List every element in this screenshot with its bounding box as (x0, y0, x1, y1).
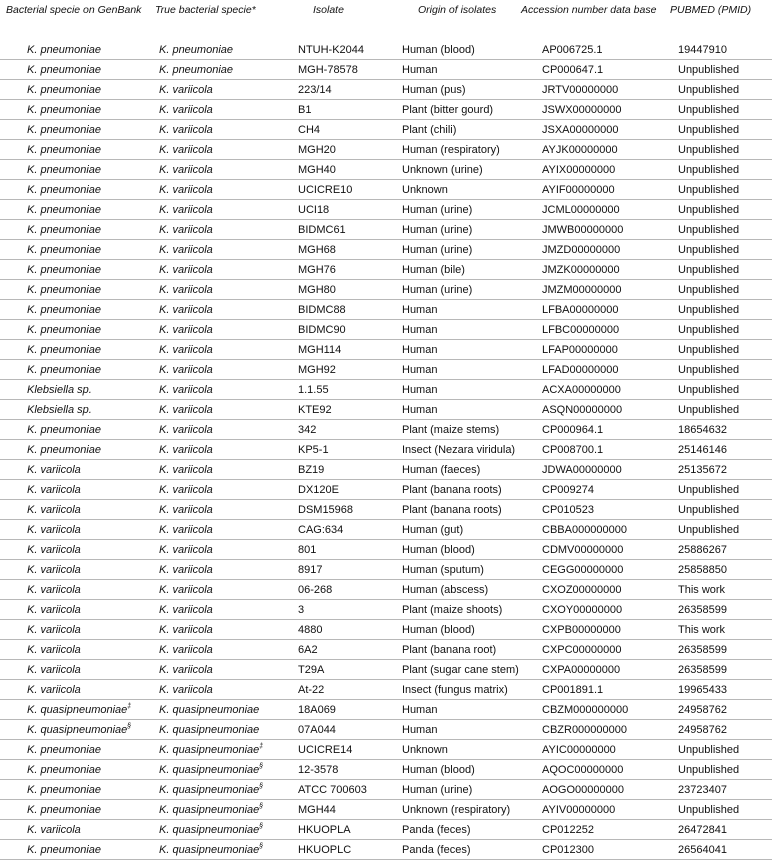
genbank-species-cell: K. pneumoniae (27, 244, 101, 256)
pubmed-cell: Unpublished (678, 64, 740, 76)
genbank-species-cell: K. pneumoniae (27, 144, 101, 156)
accession-cell: LFBA00000000 (542, 304, 619, 316)
origin-cell: Human (urine) (402, 224, 473, 236)
header-accession: Accession number data base (521, 4, 657, 16)
true-species-cell: K. variicola (159, 424, 213, 436)
pubmed-cell: 24958762 (678, 704, 727, 716)
isolate-cell: DSM15968 (298, 504, 354, 516)
origin-cell: Human (402, 64, 438, 76)
true-species-cell: K. variicola (159, 524, 213, 536)
isolate-cell: 07A044 (298, 724, 336, 736)
true-species-cell: K. variicola (159, 444, 213, 456)
table-row (0, 600, 772, 620)
table-row (0, 240, 772, 260)
genbank-species-cell: K. pneumoniae (27, 164, 101, 176)
origin-cell: Insect (Nezara viridula) (402, 444, 516, 456)
genbank-species-cell: K. pneumoniae (27, 64, 101, 76)
true-species-cell: K. variicola (159, 504, 213, 516)
true-species-cell: K. variicola (159, 224, 213, 236)
table-row (0, 680, 772, 700)
genbank-species-cell: K. pneumoniae (27, 344, 101, 356)
pubmed-cell: Unpublished (678, 504, 740, 516)
genbank-species-cell: K. pneumoniae (27, 444, 101, 456)
origin-cell: Human (bile) (402, 264, 465, 276)
origin-cell: Plant (bitter gourd) (402, 104, 494, 116)
genbank-species-cell: K. pneumoniae (27, 364, 101, 376)
genbank-species-cell: K. pneumoniae (27, 304, 101, 316)
true-species-cell: K. variicola (159, 184, 213, 196)
accession-cell: AYIX00000000 (542, 164, 616, 176)
true-species-cell: K. variicola (159, 124, 213, 136)
table-row (0, 200, 772, 220)
genbank-species-cell: K. pneumoniae (27, 844, 101, 856)
true-species-cell: K. variicola (159, 464, 213, 476)
accession-cell: JRTV00000000 (542, 84, 619, 96)
genbank-species-cell: K. pneumoniae (27, 744, 101, 756)
genbank-species-cell: K. variicola (27, 584, 81, 596)
genbank-species-cell: K. pneumoniae (27, 124, 101, 136)
pubmed-cell: Unpublished (678, 184, 740, 196)
origin-cell: Human (blood) (402, 764, 475, 776)
pubmed-cell: Unpublished (678, 84, 740, 96)
pubmed-cell: Unpublished (678, 264, 740, 276)
true-species-cell: K. variicola (159, 264, 213, 276)
isolate-cell: 223/14 (298, 84, 332, 96)
isolate-cell: MGH44 (298, 804, 336, 816)
pubmed-cell: Unpublished (678, 364, 740, 376)
true-species-cell: K. variicola (159, 384, 213, 396)
genbank-species-cell: K. pneumoniae (27, 204, 101, 216)
isolate-cell: UCICRE14 (298, 744, 353, 756)
accession-cell: JMWB00000000 (542, 224, 624, 236)
genbank-species-cell: K. variicola (27, 684, 81, 696)
isolate-cell: KTE92 (298, 404, 332, 416)
pubmed-cell: Unpublished (678, 744, 740, 756)
pubmed-cell: 18654632 (678, 424, 727, 436)
table-row (0, 260, 772, 280)
accession-cell: AYIC00000000 (542, 744, 616, 756)
accession-cell: LFAD00000000 (542, 364, 619, 376)
true-species-cell: K. variicola (159, 404, 213, 416)
isolate-cell: BZ19 (298, 464, 325, 476)
table-row (0, 40, 772, 60)
origin-cell: Panda (feces) (402, 824, 471, 836)
accession-cell: CXPA00000000 (542, 664, 621, 676)
pubmed-cell: 25146146 (678, 444, 727, 456)
isolate-cell: 3 (298, 604, 305, 616)
origin-cell: Human (urine) (402, 244, 473, 256)
true-species-cell: K. variicola (159, 684, 213, 696)
pubmed-cell: Unpublished (678, 804, 740, 816)
true-species-cell: K. variicola (159, 204, 213, 216)
origin-cell: Human (gut) (402, 524, 464, 536)
origin-cell: Plant (chili) (402, 124, 457, 136)
origin-cell: Human (urine) (402, 204, 473, 216)
genbank-species-cell: K. pneumoniae (27, 84, 101, 96)
table-row (0, 500, 772, 520)
table-row (0, 640, 772, 660)
accession-cell: JMZM00000000 (542, 284, 622, 296)
true-species-cell: K. variicola (159, 544, 213, 556)
pubmed-cell: Unpublished (678, 344, 740, 356)
isolate-cell: 801 (298, 544, 317, 556)
table-row (0, 280, 772, 300)
isolate-cell: B1 (298, 104, 312, 116)
accession-cell: CP000647.1 (542, 64, 604, 76)
table-row (0, 720, 772, 740)
origin-cell: Human (urine) (402, 784, 473, 796)
origin-cell: Human (sputum) (402, 564, 484, 576)
table-row (0, 340, 772, 360)
genbank-species-cell: K. variicola (27, 564, 81, 576)
accession-cell: JCML00000000 (542, 204, 620, 216)
table-row (0, 780, 772, 800)
table-row (0, 300, 772, 320)
isolate-cell: BIDMC61 (298, 224, 346, 236)
true-species-cell: K. variicola (159, 144, 213, 156)
pubmed-cell: 25135672 (678, 464, 727, 476)
true-species-cell: K. quasipneumoniae§ (159, 803, 264, 816)
table-row (0, 560, 772, 580)
accession-cell: CP000964.1 (542, 424, 604, 436)
true-species-cell: K. variicola (159, 344, 213, 356)
pubmed-cell: 26564041 (678, 844, 727, 856)
genbank-species-cell: K. variicola (27, 544, 81, 556)
isolate-cell: MGH20 (298, 144, 336, 156)
true-species-cell: K. variicola (159, 644, 213, 656)
origin-cell: Human (abscess) (402, 584, 489, 596)
table-row (0, 580, 772, 600)
accession-cell: CEGG00000000 (542, 564, 624, 576)
pubmed-cell: 19965433 (678, 684, 727, 696)
true-species-cell: K. quasipneumoniae (159, 724, 260, 736)
table-row (0, 540, 772, 560)
origin-cell: Insect (fungus matrix) (402, 684, 508, 696)
origin-cell: Human (pus) (402, 84, 466, 96)
genbank-species-cell: K. variicola (27, 504, 81, 516)
origin-cell: Plant (banana roots) (402, 504, 502, 516)
origin-cell: Plant (sugar cane stem) (402, 664, 519, 676)
origin-cell: Plant (maize shoots) (402, 604, 503, 616)
table-row (0, 800, 772, 820)
table-row (0, 760, 772, 780)
origin-cell: Unknown (urine) (402, 164, 483, 176)
accession-cell: JMZD00000000 (542, 244, 621, 256)
isolate-cell: MGH92 (298, 364, 336, 376)
true-species-cell: K. variicola (159, 484, 213, 496)
genbank-species-cell: K. pneumoniae (27, 104, 101, 116)
isolate-cell: 06-268 (298, 584, 333, 596)
isolate-cell: 4880 (298, 624, 323, 636)
origin-cell: Unknown (402, 744, 448, 756)
true-species-cell: K. pneumoniae (159, 44, 233, 56)
accession-cell: CP012252 (542, 824, 594, 836)
table-row (0, 700, 772, 720)
pubmed-cell: 25886267 (678, 544, 727, 556)
genbank-species-cell: K. variicola (27, 524, 81, 536)
isolate-cell: KP5-1 (298, 444, 329, 456)
header-isolate: Isolate (313, 4, 344, 16)
isolate-cell: UCI18 (298, 204, 330, 216)
pubmed-cell: Unpublished (678, 144, 740, 156)
pubmed-cell: 26358599 (678, 644, 727, 656)
origin-cell: Human (blood) (402, 624, 475, 636)
pubmed-cell: Unpublished (678, 384, 740, 396)
isolate-cell: MGH114 (298, 344, 342, 356)
pubmed-cell: 26358599 (678, 604, 727, 616)
pubmed-cell: Unpublished (678, 524, 740, 536)
header-genbank-species: Bacterial specie on GenBank (6, 4, 142, 16)
accession-cell: JDWA00000000 (542, 464, 622, 476)
accession-cell: CP009274 (542, 484, 594, 496)
pubmed-cell: This work (678, 584, 726, 596)
table-row (0, 480, 772, 500)
accession-cell: ACXA00000000 (542, 384, 621, 396)
true-species-cell: K. variicola (159, 584, 213, 596)
pubmed-cell: 23723407 (678, 784, 727, 796)
origin-cell: Human (402, 724, 438, 736)
pubmed-cell: Unpublished (678, 324, 740, 336)
origin-cell: Human (402, 364, 438, 376)
header-true-species: True bacterial specie* (155, 4, 256, 16)
genbank-species-cell: K. pneumoniae (27, 224, 101, 236)
table-row (0, 140, 772, 160)
origin-cell: Panda (feces) (402, 844, 471, 856)
true-species-cell: K. variicola (159, 664, 213, 676)
accession-cell: JSWX00000000 (542, 104, 622, 116)
isolate-cell: MGH80 (298, 284, 336, 296)
accession-cell: JMZK00000000 (542, 264, 620, 276)
genbank-species-cell: K. variicola (27, 624, 81, 636)
true-species-cell: K. quasipneumoniae§ (159, 843, 264, 856)
genbank-species-cell: K. pneumoniae (27, 764, 101, 776)
isolate-cell: NTUH-K2044 (298, 44, 365, 56)
isolate-cell: BIDMC88 (298, 304, 346, 316)
pubmed-cell: Unpublished (678, 284, 740, 296)
accession-cell: CXPC00000000 (542, 644, 622, 656)
accession-cell: CBZM000000000 (542, 704, 629, 716)
origin-cell: Human (402, 304, 438, 316)
table-row (0, 420, 772, 440)
true-species-cell: K. variicola (159, 104, 213, 116)
table-row (0, 440, 772, 460)
accession-cell: CXOZ00000000 (542, 584, 622, 596)
origin-cell: Human (402, 704, 438, 716)
isolate-cell: 12-3578 (298, 764, 339, 776)
accession-cell: AOGO00000000 (542, 784, 624, 796)
origin-cell: Unknown (respiratory) (402, 804, 511, 816)
pubmed-cell: Unpublished (678, 764, 740, 776)
pubmed-cell: Unpublished (678, 104, 740, 116)
table-row (0, 360, 772, 380)
origin-cell: Unknown (402, 184, 448, 196)
accession-cell: JSXA00000000 (542, 124, 619, 136)
accession-cell: CP001891.1 (542, 684, 604, 696)
genbank-species-cell: K. variicola (27, 484, 81, 496)
origin-cell: Human (402, 404, 438, 416)
pubmed-cell: Unpublished (678, 244, 740, 256)
table-row (0, 80, 772, 100)
origin-cell: Human (respiratory) (402, 144, 500, 156)
isolate-cell: HKUOPLA (298, 824, 351, 836)
table-row (0, 520, 772, 540)
isolate-cell: CH4 (298, 124, 321, 136)
genbank-species-cell: K. variicola (27, 464, 81, 476)
origin-cell: Human (urine) (402, 284, 473, 296)
table-row (0, 660, 772, 680)
genbank-species-cell: K. pneumoniae (27, 184, 101, 196)
genbank-species-cell: K. pneumoniae (27, 804, 101, 816)
genbank-species-cell: Klebsiella sp. (27, 384, 92, 396)
origin-cell: Human (402, 384, 438, 396)
genbank-species-cell: K. pneumoniae (27, 784, 101, 796)
table-row (0, 120, 772, 140)
genbank-species-cell: K. pneumoniae (27, 284, 101, 296)
accession-cell: LFBC00000000 (542, 324, 620, 336)
accession-cell: LFAP00000000 (542, 344, 618, 356)
isolate-cell: 6A2 (298, 644, 318, 656)
true-species-cell: K. variicola (159, 604, 213, 616)
isolate-cell: HKUOPLC (298, 844, 352, 856)
accession-cell: AYIF00000000 (542, 184, 615, 196)
table-row (0, 840, 772, 860)
table-row (0, 620, 772, 640)
origin-cell: Human (blood) (402, 544, 475, 556)
isolate-cell: At-22 (298, 684, 325, 696)
accession-cell: CXOY00000000 (542, 604, 623, 616)
isolate-cell: 1.1.55 (298, 384, 329, 396)
pubmed-cell: Unpublished (678, 304, 740, 316)
pubmed-cell: This work (678, 624, 726, 636)
table-row (0, 380, 772, 400)
table-row (0, 220, 772, 240)
table-row (0, 320, 772, 340)
table-row (0, 460, 772, 480)
origin-cell: Plant (maize stems) (402, 424, 500, 436)
accession-cell: CXPB00000000 (542, 624, 621, 636)
header-origin: Origin of isolates (418, 4, 497, 16)
isolate-cell: UCICRE10 (298, 184, 353, 196)
accession-cell: ASQN00000000 (542, 404, 623, 416)
true-species-cell: K. variicola (159, 244, 213, 256)
header-pubmed: PUBMED (PMID) (670, 4, 752, 16)
genbank-species-cell: K. quasipneumoniae§ (27, 723, 132, 736)
pubmed-cell: Unpublished (678, 124, 740, 136)
accession-cell: AQOC00000000 (542, 764, 624, 776)
isolate-cell: 8917 (298, 564, 323, 576)
accession-cell: AP006725.1 (542, 44, 603, 56)
origin-cell: Human (402, 324, 438, 336)
origin-cell: Human (402, 344, 438, 356)
genbank-species-cell: K. quasipneumoniae‡ (27, 703, 132, 716)
table-row (0, 60, 772, 80)
origin-cell: Human (blood) (402, 44, 475, 56)
true-species-cell: K. quasipneumoniae‡ (159, 743, 264, 756)
true-species-cell: K. quasipneumoniae§ (159, 823, 264, 836)
pubmed-cell: 24958762 (678, 724, 727, 736)
genbank-species-cell: K. variicola (27, 604, 81, 616)
pubmed-cell: Unpublished (678, 484, 740, 496)
pubmed-cell: Unpublished (678, 204, 740, 216)
accession-cell: AYJK00000000 (542, 144, 618, 156)
table-row (0, 740, 772, 760)
genbank-species-cell: K. variicola (27, 664, 81, 676)
true-species-cell: K. variicola (159, 284, 213, 296)
accession-cell: CP008700.1 (542, 444, 604, 456)
pubmed-cell: 25858850 (678, 564, 727, 576)
accession-cell: CP010523 (542, 504, 594, 516)
genbank-species-cell: Klebsiella sp. (27, 404, 92, 416)
genbank-species-cell: K. pneumoniae (27, 44, 101, 56)
table-header (0, 0, 772, 40)
isolate-cell: DX120E (298, 484, 339, 496)
pubmed-cell: 26358599 (678, 664, 727, 676)
accession-cell: AYIV00000000 (542, 804, 616, 816)
pubmed-cell: 26472841 (678, 824, 727, 836)
accession-cell: CP012300 (542, 844, 594, 856)
genbank-species-cell: K. pneumoniae (27, 424, 101, 436)
table-row (0, 820, 772, 840)
true-species-cell: K. variicola (159, 84, 213, 96)
accession-cell: CBZR000000000 (542, 724, 628, 736)
table-row (0, 160, 772, 180)
genbank-species-cell: K. pneumoniae (27, 264, 101, 276)
accession-cell: CBBA000000000 (542, 524, 628, 536)
table-row (0, 400, 772, 420)
isolate-cell: T29A (298, 664, 325, 676)
pubmed-cell: Unpublished (678, 224, 740, 236)
true-species-cell: K. variicola (159, 364, 213, 376)
isolate-cell: CAG:634 (298, 524, 344, 536)
pubmed-cell: Unpublished (678, 164, 740, 176)
origin-cell: Plant (banana root) (402, 644, 497, 656)
true-species-cell: K. variicola (159, 324, 213, 336)
accession-cell: CDMV00000000 (542, 544, 624, 556)
true-species-cell: K. variicola (159, 164, 213, 176)
genbank-species-cell: K. pneumoniae (27, 324, 101, 336)
true-species-cell: K. quasipneumoniae (159, 704, 260, 716)
true-species-cell: K. variicola (159, 304, 213, 316)
table-row (0, 180, 772, 200)
isolate-cell: MGH-78578 (298, 64, 358, 76)
isolate-cell: MGH76 (298, 264, 336, 276)
isolate-cell: 342 (298, 424, 317, 436)
origin-cell: Plant (banana roots) (402, 484, 502, 496)
genbank-species-cell: K. variicola (27, 644, 81, 656)
table-row (0, 100, 772, 120)
isolate-cell: MGH68 (298, 244, 336, 256)
isolate-cell: ATCC 700603 (298, 784, 367, 796)
true-species-cell: K. pneumoniae (159, 64, 233, 76)
origin-cell: Human (faeces) (402, 464, 481, 476)
true-species-cell: K. quasipneumoniae§ (159, 783, 264, 796)
pubmed-cell: 19447910 (678, 44, 727, 56)
isolate-cell: MGH40 (298, 164, 336, 176)
isolate-cell: BIDMC90 (298, 324, 346, 336)
isolate-cell: 18A069 (298, 704, 336, 716)
true-species-cell: K. variicola (159, 624, 213, 636)
true-species-cell: K. variicola (159, 564, 213, 576)
true-species-cell: K. quasipneumoniae§ (159, 763, 264, 776)
genbank-species-cell: K. variicola (27, 824, 81, 836)
pubmed-cell: Unpublished (678, 404, 740, 416)
